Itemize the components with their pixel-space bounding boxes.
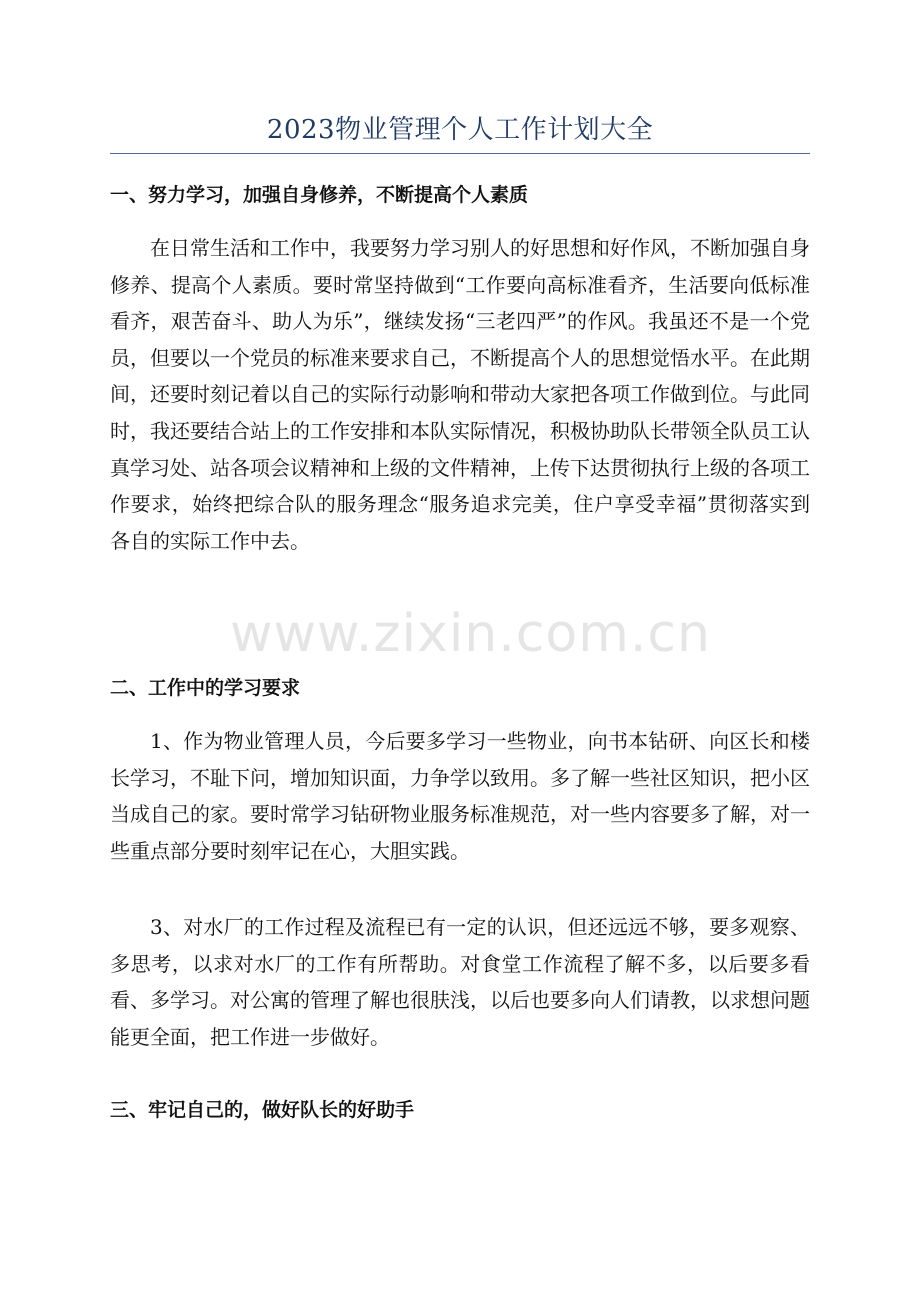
section-1-heading: 一、努力学习，加强自身修养，不断提高个人素质 xyxy=(110,184,529,206)
section-3-heading: 三、牢记自己的，做好队长的好助手 xyxy=(110,1099,415,1121)
section-1-paragraph-1: 在日常生活和工作中，我要努力学习别人的好思想和好作风，不断加强自身修养、提高个人素质。要时常坚持做到“工作要向高标准看齐，生活要向低标准看齐，艰苦奋斗、助人为乐”，继续发扬“三老四严”的作风。我虽还不是一个党员，但要以一个党员的标准来要求自己，不断提高个人的思想觉悟水平。在此期间，还要时刻记着以自己的实际行动影响和带动大家把各项工作做到位。与此同时，我还要结合站上的工作安排和本队实际情况，积极协助队长带领全队员工认真学习处、站各项会议精神和上级的文件精神，上传下达贯彻执行上级的各项工作要求，始终把综合队的服务理念“服务追求完美，住户享受幸福”贯彻落实到各自的实际工作中去。 xyxy=(110,236,810,553)
title-underline xyxy=(110,153,810,154)
section-2-heading: 二、工作中的学习要求 xyxy=(110,677,301,699)
document-title: 2023物业管理个人工作计划大全 xyxy=(266,115,654,145)
watermark: www.zixin.com.cn xyxy=(230,604,711,664)
section-2-paragraph-2: 3、对水厂的工作过程及流程已有一定的认识，但还远远不够，要多观察、多思考，以求对水厂的工作有所帮助。对食堂工作流程了解不多，以后要多看看、多学习。对公寓的管理了解也很肤浅，以后也要多向人们请教，以求想问题能更全面，把工作进一步做好。 xyxy=(110,915,810,1049)
section-2-paragraph-1: 1、作为物业管理人员，今后要多学习一些物业，向书本钻研、向区长和楼长学习，不耻下问，增加知识面，力争学以致用。多了解一些社区知识，把小区当成自己的家。要时常学习钻研物业服务标准规范，对一些内容要多了解，对一些重点部分要时刻牢记在心，大胆实践。 xyxy=(110,729,810,863)
document-page xyxy=(110,0,810,1302)
